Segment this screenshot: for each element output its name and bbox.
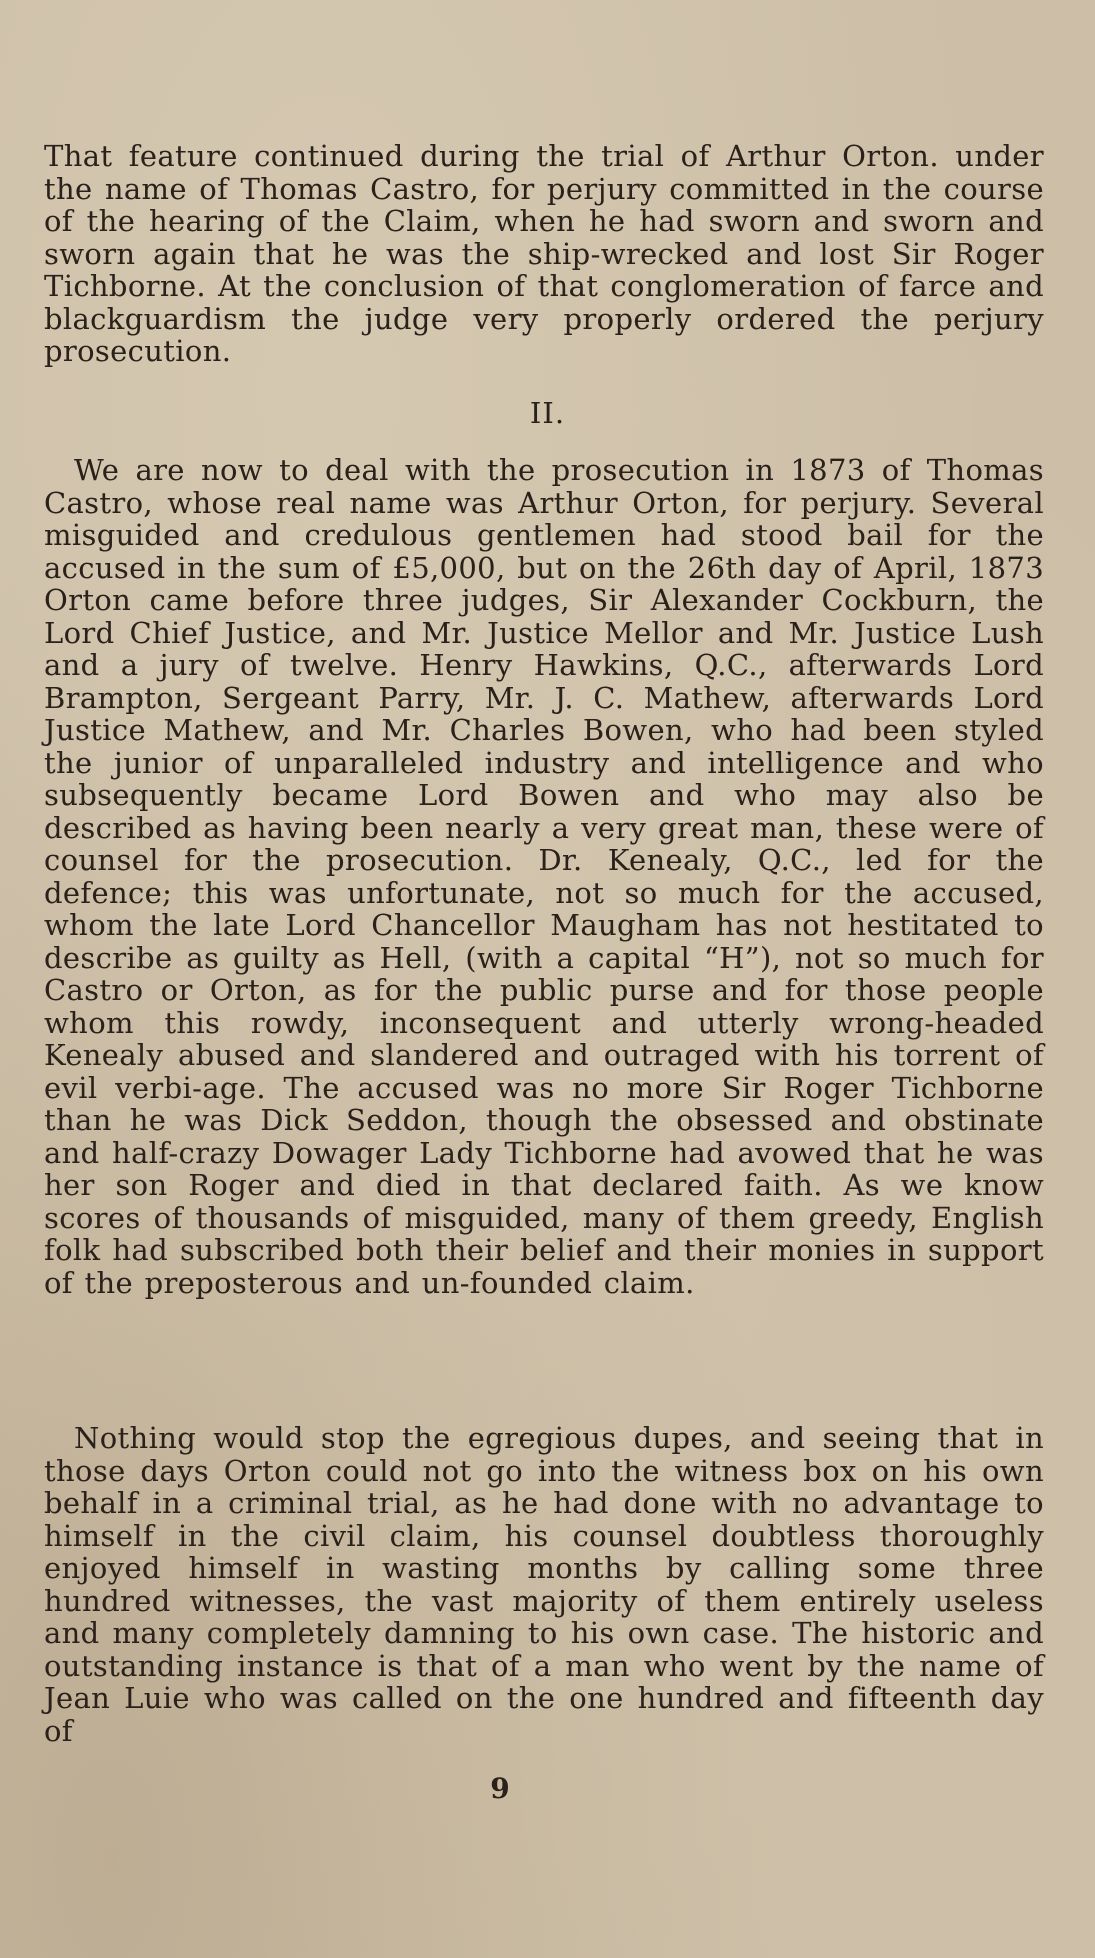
section-heading: II. xyxy=(529,396,566,430)
page-number: 9 xyxy=(490,1772,510,1805)
paragraph-3 xyxy=(44,1422,1044,1747)
paragraph-text: Nothing would stop the egregious dupes, and seeing that in those days Orton could not go into the witness box on his own behalf in a criminal trial, as he had done with no advantage to himself in the civil claim, his counsel doubtless thoroughly enjoyed himself in wasting months by calling some three hundred witnesses, the vast majority of them entirely useless and many completely damning to his own case. The historic and outstanding instance is that of a man who went by the name of Jean Luie who was called on the one hundred and fifteenth day of xyxy=(44,1421,1044,1748)
paragraph-text: We are now to deal with the prosecution in 1873 of Thomas Castro, whose real name was Arthur Orton, for perjury. Several misguided and credulous gentlemen had stood bail for the accused in the sum of £5,000, but on the 26th day of April, 1873 Orton came before three judges, Sir Alexander Cockburn, the Lord Chief Justice, and Mr. Justice Mellor and Mr. Justice Lush and a jury of twelve. Henry Hawkins, Q.C., afterwards Lord Brampton, Sergeant Parry, Mr. J. C. Mathew, afterwards Lord Justice Mathew, and Mr. Charles Bowen, who had been styled the junior of unparalleled industry and intelligence and who subsequently became Lord Bowen and who may also be described as having been nearly a very great man, these were of counsel for the prosecution. Dr. Kenealy, Q.C., led for the defence; this was unfortunate, not so much for the accused, whom the late Lord Chancellor Maugham has not hestitated to describe as guilty as Hell, (with a capital “H”), not so much for Castro or Orton, as for the public purse and for those people whom this rowdy, inconsequent and utterly wrong-headed Kenealy abused and slandered and outraged with his torrent of evil verbi-age. The accused was no more Sir Roger Tichborne than he was Dick Seddon, though the obsessed and obstinate and half-crazy Dowager Lady Tichborne had avowed that he was her son Roger and died in that declared faith. As we know scores of thousands of misguided, many of them greedy, English folk had subscribed both their belief and their monies in support of the preposterous and un-founded claim. xyxy=(44,453,1044,1300)
paragraph-text: That feature continued during the trial of Arthur Orton. under the name of Thomas Castro, for perjury committed in the course of the hearing of the Claim, when he had sworn and sworn and sworn again that he was the ship-wrecked and lost Sir Roger Tichborne. At the conclusion of that conglomeration of farce and blackguardism the judge very properly ordered the perjury prosecution. xyxy=(44,139,1044,368)
paragraph-2 xyxy=(44,454,1044,1299)
paragraph-1 xyxy=(44,140,1044,368)
